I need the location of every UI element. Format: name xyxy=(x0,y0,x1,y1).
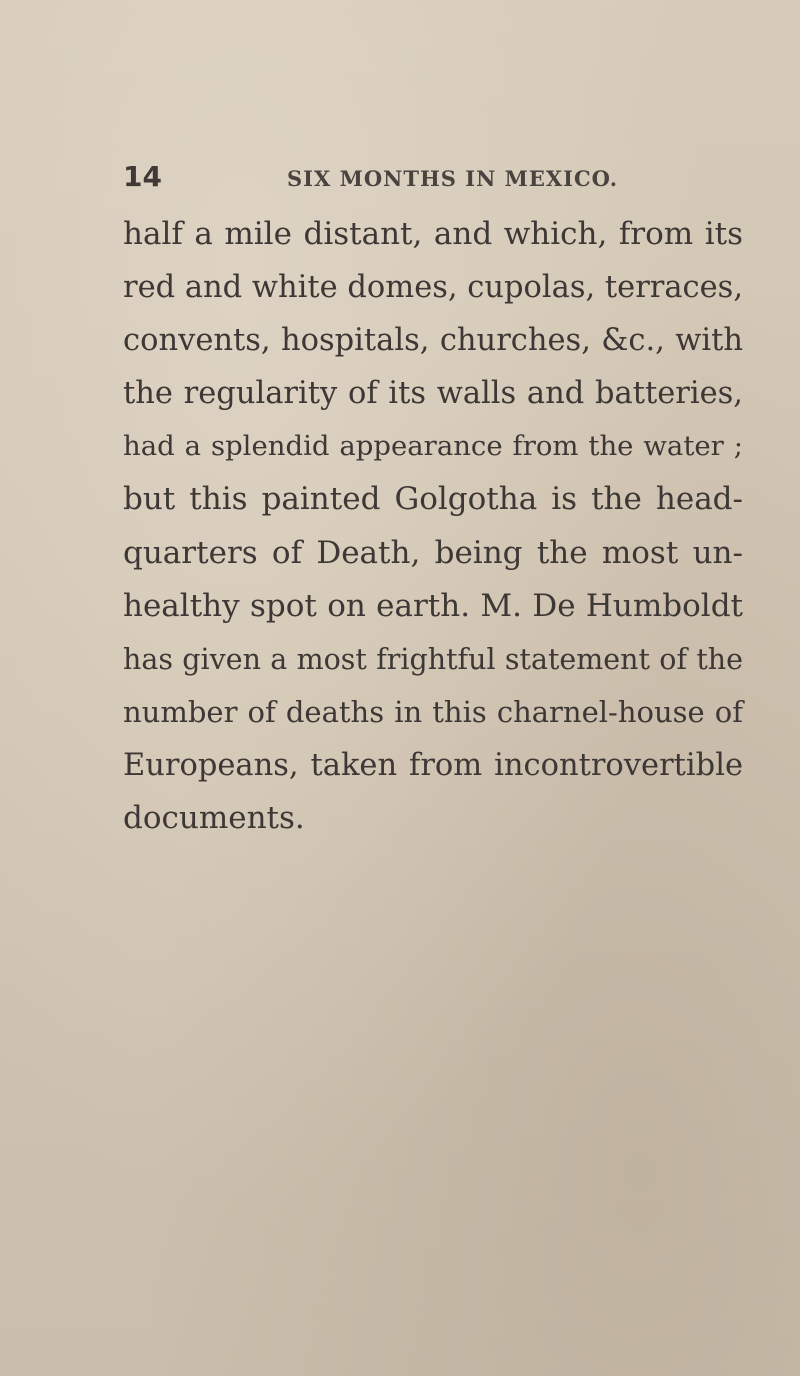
text-line: but this painted Golgotha is the head- xyxy=(123,481,743,518)
running-head: SIX MONTHS IN MEXICO. xyxy=(287,166,619,191)
text-line: quarters of Death, being the most un- xyxy=(123,534,743,571)
text-line-last: documents. xyxy=(123,800,305,837)
page-number: 14 xyxy=(123,160,162,193)
text-line: number of deaths in this charnel-house of xyxy=(123,694,743,729)
text-line: healthy spot on earth. M. De Humboldt xyxy=(123,587,743,624)
text-line: had a splendid appearance from the water ; xyxy=(123,430,743,463)
text-line: convents, hospitals, churches, &c., with xyxy=(123,323,743,359)
text-line: the regularity of its walls and batteries, xyxy=(123,376,743,412)
page-header xyxy=(0,160,800,200)
text-line: red and white domes, cupolas, terraces, xyxy=(123,270,744,306)
text-line: has given a most frightful statement of the xyxy=(123,642,743,676)
text-line: half a mile distant, and which, from its xyxy=(123,216,743,252)
body-text xyxy=(123,208,743,845)
text-line: Europeans, taken from incontrovertible xyxy=(123,747,743,783)
